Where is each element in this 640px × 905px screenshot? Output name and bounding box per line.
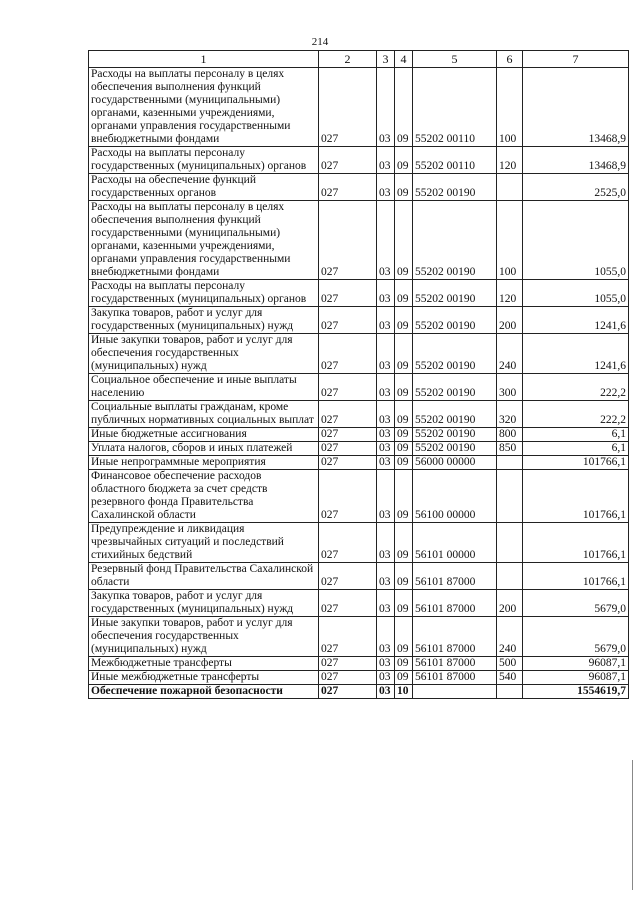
row-amount: 6,1 bbox=[523, 442, 629, 456]
row-name: Иные закупки товаров, работ и услуг для обеспечения государственных (муниципальных) нужд bbox=[89, 334, 319, 374]
row-target: 55202 00110 bbox=[413, 68, 497, 147]
row-subsection: 09 bbox=[395, 470, 413, 523]
row-subsection: 09 bbox=[395, 657, 413, 671]
table-row bbox=[89, 280, 629, 307]
row-target: 55202 00190 bbox=[413, 334, 497, 374]
row-section: 03 bbox=[377, 280, 395, 307]
header-col-7: 7 bbox=[523, 51, 629, 68]
table-row bbox=[89, 201, 629, 280]
row-subsection: 09 bbox=[395, 671, 413, 685]
row-subsection: 09 bbox=[395, 334, 413, 374]
row-amount: 1055,0 bbox=[523, 201, 629, 280]
table-row bbox=[89, 563, 629, 590]
row-admin: 027 bbox=[319, 671, 377, 685]
row-name: Финансовое обеспечение расходов областного бюджета за счет средств резервного фонда Правительства Сахалинской области bbox=[89, 470, 319, 523]
row-amount: 2525,0 bbox=[523, 174, 629, 201]
row-section: 03 bbox=[377, 174, 395, 201]
row-type bbox=[497, 563, 523, 590]
table-row bbox=[89, 442, 629, 456]
row-subsection: 09 bbox=[395, 401, 413, 428]
row-amount: 101766,1 bbox=[523, 470, 629, 523]
row-type bbox=[497, 523, 523, 563]
row-subsection: 09 bbox=[395, 456, 413, 470]
row-subsection: 09 bbox=[395, 374, 413, 401]
row-type: 300 bbox=[497, 374, 523, 401]
table-row bbox=[89, 307, 629, 334]
row-admin: 027 bbox=[319, 563, 377, 590]
row-target: 56100 00000 bbox=[413, 470, 497, 523]
row-name: Иные непрограммные мероприятия bbox=[89, 456, 319, 470]
row-type: 240 bbox=[497, 617, 523, 657]
row-type: 120 bbox=[497, 280, 523, 307]
header-col-4: 4 bbox=[395, 51, 413, 68]
row-type: 800 bbox=[497, 428, 523, 442]
row-name: Резервный фонд Правительства Сахалинской области bbox=[89, 563, 319, 590]
row-admin: 027 bbox=[319, 401, 377, 428]
row-target: 55202 00190 bbox=[413, 201, 497, 280]
row-admin: 027 bbox=[319, 280, 377, 307]
budget-table bbox=[88, 50, 629, 699]
row-target: 56101 87000 bbox=[413, 657, 497, 671]
table-row bbox=[89, 657, 629, 671]
row-target: 56000 00000 bbox=[413, 456, 497, 470]
total-type bbox=[497, 685, 523, 699]
row-target: 56101 87000 bbox=[413, 617, 497, 657]
row-target: 55202 00190 bbox=[413, 442, 497, 456]
table-row bbox=[89, 617, 629, 657]
row-name: Закупка товаров, работ и услуг для государственных (муниципальных) нужд bbox=[89, 590, 319, 617]
row-subsection: 09 bbox=[395, 523, 413, 563]
total-target bbox=[413, 685, 497, 699]
row-amount: 5679,0 bbox=[523, 617, 629, 657]
row-type: 500 bbox=[497, 657, 523, 671]
row-name: Расходы на выплаты персоналу государственных (муниципальных) органов bbox=[89, 147, 319, 174]
row-subsection: 09 bbox=[395, 442, 413, 456]
row-target: 55202 00190 bbox=[413, 374, 497, 401]
row-admin: 027 bbox=[319, 523, 377, 563]
table-row bbox=[89, 590, 629, 617]
row-section: 03 bbox=[377, 147, 395, 174]
row-name: Иные закупки товаров, работ и услуг для обеспечения государственных (муниципальных) нужд bbox=[89, 617, 319, 657]
row-name: Иные межбюджетные трансферты bbox=[89, 671, 319, 685]
row-subsection: 09 bbox=[395, 307, 413, 334]
row-section: 03 bbox=[377, 307, 395, 334]
table-row bbox=[89, 174, 629, 201]
row-section: 03 bbox=[377, 456, 395, 470]
row-admin: 027 bbox=[319, 68, 377, 147]
row-admin: 027 bbox=[319, 374, 377, 401]
row-target: 56101 87000 bbox=[413, 590, 497, 617]
row-name: Иные бюджетные ассигнования bbox=[89, 428, 319, 442]
row-admin: 027 bbox=[319, 201, 377, 280]
row-subsection: 09 bbox=[395, 147, 413, 174]
row-target: 55202 00190 bbox=[413, 401, 497, 428]
header-row bbox=[89, 51, 629, 68]
row-type: 540 bbox=[497, 671, 523, 685]
row-target: 56101 00000 bbox=[413, 523, 497, 563]
row-target: 55202 00190 bbox=[413, 174, 497, 201]
row-name: Социальные выплаты гражданам, кроме публичных нормативных социальных выплат bbox=[89, 401, 319, 428]
table-row bbox=[89, 68, 629, 147]
row-amount: 101766,1 bbox=[523, 523, 629, 563]
row-admin: 027 bbox=[319, 617, 377, 657]
table-row bbox=[89, 456, 629, 470]
row-admin: 027 bbox=[319, 174, 377, 201]
row-name: Предупреждение и ликвидация чрезвычайных ситуаций и последствий стихийных бедствий bbox=[89, 523, 319, 563]
row-type: 100 bbox=[497, 201, 523, 280]
row-amount: 13468,9 bbox=[523, 147, 629, 174]
row-section: 03 bbox=[377, 201, 395, 280]
row-target: 55202 00190 bbox=[413, 428, 497, 442]
row-amount: 1055,0 bbox=[523, 280, 629, 307]
row-name: Уплата налогов, сборов и иных платежей bbox=[89, 442, 319, 456]
row-subsection: 09 bbox=[395, 68, 413, 147]
row-admin: 027 bbox=[319, 428, 377, 442]
row-target: 56101 87000 bbox=[413, 671, 497, 685]
row-subsection: 09 bbox=[395, 563, 413, 590]
row-admin: 027 bbox=[319, 657, 377, 671]
row-subsection: 09 bbox=[395, 280, 413, 307]
row-section: 03 bbox=[377, 671, 395, 685]
row-subsection: 09 bbox=[395, 174, 413, 201]
row-section: 03 bbox=[377, 68, 395, 147]
row-subsection: 09 bbox=[395, 428, 413, 442]
table-row bbox=[89, 523, 629, 563]
row-amount: 222,2 bbox=[523, 374, 629, 401]
row-type bbox=[497, 174, 523, 201]
row-section: 03 bbox=[377, 657, 395, 671]
row-type: 120 bbox=[497, 147, 523, 174]
row-type: 850 bbox=[497, 442, 523, 456]
row-type: 320 bbox=[497, 401, 523, 428]
row-section: 03 bbox=[377, 428, 395, 442]
row-admin: 027 bbox=[319, 470, 377, 523]
row-name: Расходы на обеспечение функций государственных органов bbox=[89, 174, 319, 201]
row-admin: 027 bbox=[319, 456, 377, 470]
row-admin: 027 bbox=[319, 147, 377, 174]
row-section: 03 bbox=[377, 523, 395, 563]
total-admin: 027 bbox=[319, 685, 377, 699]
table-row bbox=[89, 147, 629, 174]
row-amount: 222,2 bbox=[523, 401, 629, 428]
page-number: 214 bbox=[311, 36, 329, 48]
row-admin: 027 bbox=[319, 307, 377, 334]
row-amount: 101766,1 bbox=[523, 456, 629, 470]
row-target: 55202 00110 bbox=[413, 147, 497, 174]
header-col-5: 5 bbox=[413, 51, 497, 68]
row-target: 55202 00190 bbox=[413, 280, 497, 307]
table-row bbox=[89, 401, 629, 428]
row-name: Расходы на выплаты персоналу в целях обеспечения выполнения функций государственными (муниципальными) органами, казенными учреждениями, органами управления государственными внебюджетными фондами bbox=[89, 201, 319, 280]
row-type: 240 bbox=[497, 334, 523, 374]
row-subsection: 09 bbox=[395, 590, 413, 617]
row-section: 03 bbox=[377, 470, 395, 523]
row-type bbox=[497, 456, 523, 470]
row-target: 56101 87000 bbox=[413, 563, 497, 590]
header-col-3: 3 bbox=[377, 51, 395, 68]
header-col-6: 6 bbox=[497, 51, 523, 68]
row-amount: 1241,6 bbox=[523, 307, 629, 334]
header-col-2: 2 bbox=[319, 51, 377, 68]
scan-edge-mark bbox=[632, 760, 633, 890]
row-type: 200 bbox=[497, 307, 523, 334]
row-amount: 5679,0 bbox=[523, 590, 629, 617]
row-name: Расходы на выплаты персоналу в целях обеспечения выполнения функций государственными (муниципальными) органами, казенными учреждениями, органами управления государственными внебюджетными фондами bbox=[89, 68, 319, 147]
total-subsection: 10 bbox=[395, 685, 413, 699]
row-section: 03 bbox=[377, 334, 395, 374]
total-row bbox=[89, 685, 629, 699]
row-name: Социальное обеспечение и иные выплаты населению bbox=[89, 374, 319, 401]
row-section: 03 bbox=[377, 563, 395, 590]
row-section: 03 bbox=[377, 401, 395, 428]
row-amount: 101766,1 bbox=[523, 563, 629, 590]
row-section: 03 bbox=[377, 374, 395, 401]
row-type: 200 bbox=[497, 590, 523, 617]
total-amount: 1554619,7 bbox=[523, 685, 629, 699]
row-name: Межбюджетные трансферты bbox=[89, 657, 319, 671]
table-row bbox=[89, 671, 629, 685]
row-name: Закупка товаров, работ и услуг для государственных (муниципальных) нужд bbox=[89, 307, 319, 334]
row-amount: 1241,6 bbox=[523, 334, 629, 374]
table-row bbox=[89, 334, 629, 374]
row-admin: 027 bbox=[319, 590, 377, 617]
row-subsection: 09 bbox=[395, 201, 413, 280]
row-amount: 96087,1 bbox=[523, 671, 629, 685]
table-body bbox=[89, 68, 629, 699]
row-target: 55202 00190 bbox=[413, 307, 497, 334]
row-amount: 96087,1 bbox=[523, 657, 629, 671]
row-admin: 027 bbox=[319, 442, 377, 456]
table-row bbox=[89, 428, 629, 442]
row-subsection: 09 bbox=[395, 617, 413, 657]
row-section: 03 bbox=[377, 617, 395, 657]
row-section: 03 bbox=[377, 590, 395, 617]
row-amount: 6,1 bbox=[523, 428, 629, 442]
header-col-1: 1 bbox=[89, 51, 319, 68]
row-type: 100 bbox=[497, 68, 523, 147]
total-name: Обеспечение пожарной безопасности bbox=[89, 685, 319, 699]
row-amount: 13468,9 bbox=[523, 68, 629, 147]
table-row bbox=[89, 470, 629, 523]
table-row bbox=[89, 374, 629, 401]
row-type bbox=[497, 470, 523, 523]
row-name: Расходы на выплаты персоналу государственных (муниципальных) органов bbox=[89, 280, 319, 307]
row-admin: 027 bbox=[319, 334, 377, 374]
total-section: 03 bbox=[377, 685, 395, 699]
row-section: 03 bbox=[377, 442, 395, 456]
